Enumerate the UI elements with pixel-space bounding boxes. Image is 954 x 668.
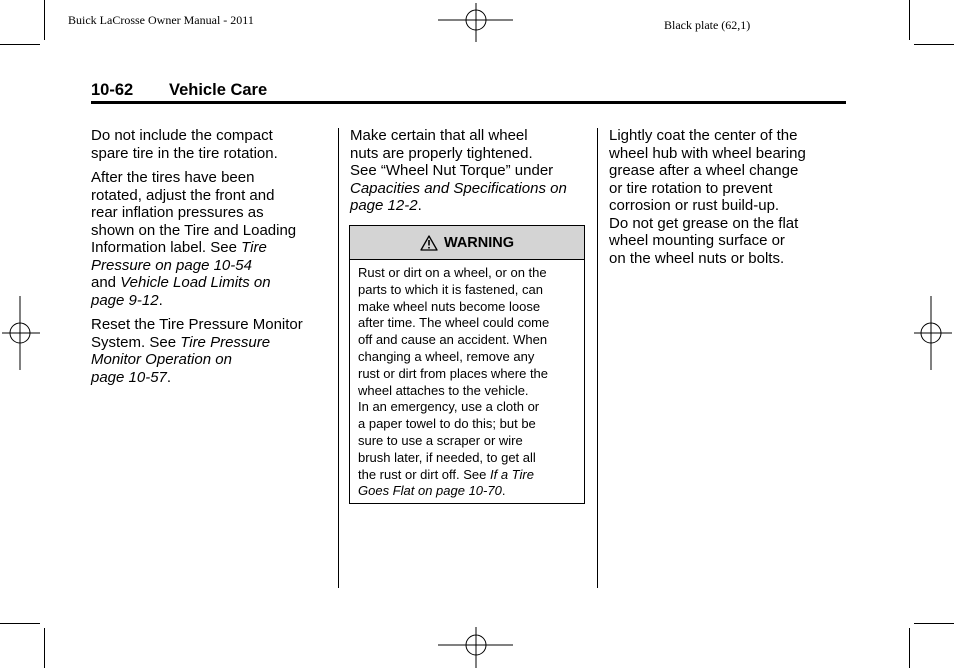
page-header bbox=[91, 81, 846, 103]
section-title: Vehicle Care bbox=[169, 81, 268, 99]
link-tpms[interactable]: Tire Pressure bbox=[180, 333, 271, 351]
header-rule bbox=[91, 101, 846, 104]
page-number: 10-62 bbox=[91, 81, 134, 99]
link-capacities[interactable]: Capacities and Specifications on bbox=[350, 179, 567, 197]
link-vehicle-load-limits-page[interactable]: page 9-12 bbox=[91, 291, 159, 309]
link-tpms-operation[interactable]: Monitor Operation on bbox=[91, 351, 232, 368]
warning-body: Rust or dirt on a wheel, or on the parts to which it is fastened, can make wheel nuts become loose after time. The wheel could come off and cause an accident. When changing a wheel, remove any rust or dirt from places where the wheel attaches to the vehicle. In an emergency, use a cloth or a paper towel to do this; but be sure to use a scraper or wire brush later, if needed, to get all the rust or dirt off. See If a Tire Goes Flat on page 10-70. bbox=[358, 265, 550, 499]
column-3 bbox=[609, 127, 849, 274]
registration-mark-top bbox=[438, 0, 518, 44]
link-tire-pressure[interactable]: Tire bbox=[241, 239, 267, 256]
paragraph-inflation: After the tires have been rotated, adjust the front and rear inflation pressures as shown on the Tire and Loading Information label. See Tire Pressure on page 10-54 and Vehicle Load Limits on page 9-12. bbox=[91, 169, 297, 309]
warning-header bbox=[350, 226, 584, 260]
slug-right: Black plate (62,1) bbox=[664, 18, 751, 32]
warning-box bbox=[349, 225, 585, 504]
warning-title: WARNING bbox=[443, 234, 515, 251]
column-divider-1 bbox=[338, 128, 339, 588]
paragraph-grease: Lightly coat the center of the wheel hub with wheel bearing grease after a wheel change or tire rotation to prevent corrosion or rust build-up. Do not get grease on the flat wheel mounting surface or on the wheel nuts or bolts. bbox=[609, 127, 806, 267]
link-tire-flat-page[interactable]: Goes Flat on page 10-70 bbox=[358, 483, 502, 499]
link-tire-pressure-page[interactable]: Pressure on page 10-54 bbox=[91, 256, 252, 274]
column-divider-2 bbox=[597, 128, 598, 588]
slug-left: Buick LaCrosse Owner Manual - 2011 bbox=[68, 13, 254, 27]
link-vehicle-load-limits[interactable]: Vehicle Load Limits on bbox=[120, 274, 271, 291]
registration-mark-left bbox=[0, 296, 42, 370]
link-capacities-page[interactable]: page 12-2 bbox=[350, 197, 418, 214]
column-1 bbox=[91, 127, 331, 393]
registration-mark-bottom bbox=[438, 625, 518, 668]
warning-triangle-icon bbox=[420, 235, 438, 251]
link-if-a-tire[interactable]: If a Tire bbox=[490, 466, 534, 482]
paragraph-tpms-reset: Reset the Tire Pressure Monitor System. See Tire Pressure Monitor Operation on page 10-57. bbox=[91, 316, 303, 386]
link-tpms-page[interactable]: page 10-57 bbox=[91, 368, 167, 386]
paragraph-wheel-nuts: Make certain that all wheel nuts are properly tightened. See “Wheel Nut Torque” under Capacities and Specifications on page 12-2. bbox=[350, 127, 567, 214]
column-2 bbox=[350, 127, 590, 222]
paragraph-spare-tire: Do not include the compact spare tire in the tire rotation. bbox=[91, 127, 278, 162]
registration-mark-right bbox=[912, 296, 954, 370]
